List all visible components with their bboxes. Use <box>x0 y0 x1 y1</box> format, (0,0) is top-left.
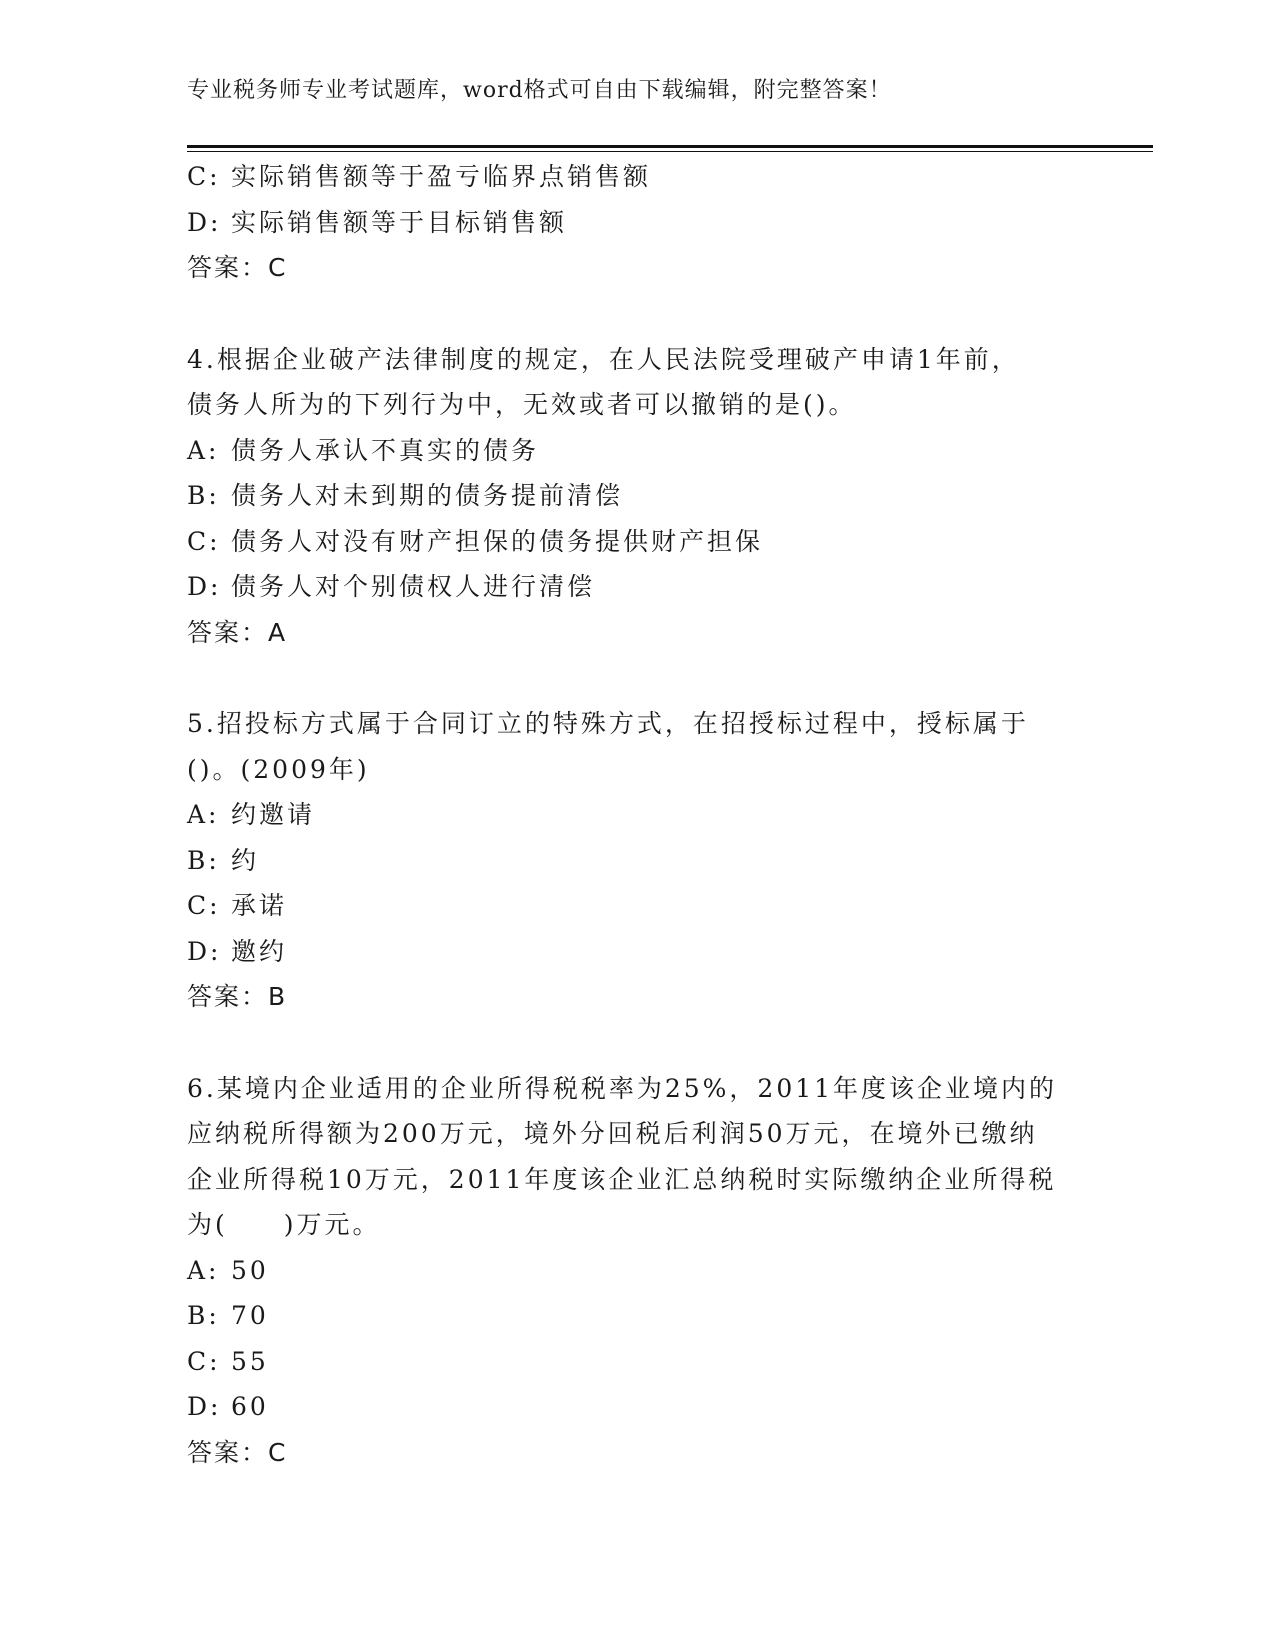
option-line: B: 70 <box>187 1301 269 1330</box>
question-text: 4.根据企业破产法律制度的规定，在人民法院受理破产申请1年前， <box>187 344 1020 374</box>
question-text: 6.某境内企业适用的企业所得税税率为25%，2011年度该企业境内的 <box>187 1073 1058 1103</box>
question-text: 债务人所为的下列行为中，无效或者可以撤销的是()。 <box>187 390 857 419</box>
option-line: A: 50 <box>187 1255 269 1285</box>
header-divider <box>187 145 1153 148</box>
option-line: A: 债务人承认不真实的债务 <box>187 435 540 465</box>
option-line: C: 55 <box>187 1346 269 1376</box>
answer-line: 答案：B <box>187 982 288 1011</box>
page-header: 专业税务师专业考试题库，word格式可自由下载编辑，附完整答案！ <box>187 78 892 103</box>
option-line: D: 60 <box>187 1392 269 1421</box>
question-text: ()。(2009年) <box>187 754 370 784</box>
question-text: 企业所得税10万元，2011年度该企业汇总纳税时实际缴纳企业所得税 <box>187 1164 1057 1194</box>
option-line: A: 约邀请 <box>187 800 316 829</box>
question-text: 应纳税所得额为200万元，境外分回税后利润50万元，在境外已缴纳 <box>187 1119 1038 1148</box>
question-text: 为( )万元。 <box>187 1210 381 1239</box>
option-line: D: 债务人对个别债权人进行清偿 <box>187 572 596 601</box>
question-content <box>187 154 1087 1475</box>
header-divider-thin <box>187 151 1153 152</box>
option-line: C: 承诺 <box>187 891 288 920</box>
option-line: C: 实际销售额等于盈亏临界点销售额 <box>187 162 652 191</box>
option-line: D: 实际销售额等于目标销售额 <box>187 207 568 237</box>
spacer <box>187 291 1087 337</box>
spacer <box>187 655 1087 701</box>
option-line: C: 债务人对没有财产担保的债务提供财产担保 <box>187 526 764 556</box>
answer-line: 答案：C <box>187 1437 288 1467</box>
option-line: B: 约 <box>187 845 260 875</box>
spacer <box>187 1020 1087 1066</box>
answer-line: 答案：A <box>187 617 288 647</box>
option-line: D: 邀约 <box>187 936 288 966</box>
question-text: 5.招投标方式属于合同订立的特殊方式，在招授标过程中，授标属于 <box>187 709 1029 738</box>
answer-line: 答案：C <box>187 253 288 282</box>
option-line: B: 债务人对未到期的债务提前清偿 <box>187 481 624 510</box>
